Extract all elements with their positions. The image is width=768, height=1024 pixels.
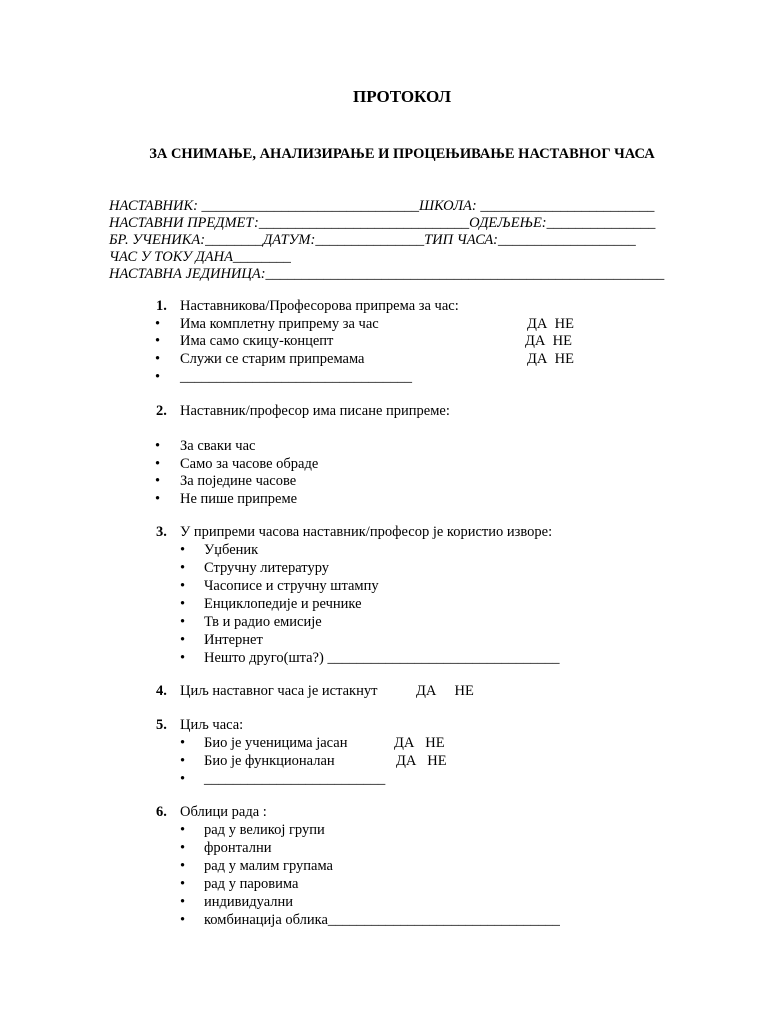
list-item: комбинација облика________________________________ xyxy=(204,912,560,928)
bullet: • xyxy=(180,632,186,648)
yes-no-answer: ДА НЕ xyxy=(396,753,447,769)
list-item: Служи се старим припремама xyxy=(180,351,365,367)
blank-line: ________________________________ xyxy=(180,369,412,385)
bullet: • xyxy=(155,491,161,507)
subject-class-line: НАСТАВНИ ПРЕДМЕТ:_____________________________ОДЕЉЕЊЕ:_______________ xyxy=(109,215,656,231)
section-number: 1. xyxy=(156,298,167,314)
list-item: Има комплетну припрему за час xyxy=(180,316,379,332)
list-item: рад у малим групама xyxy=(204,858,333,874)
bullet: • xyxy=(155,473,161,489)
list-item: Нешто друго(шта?) ________________________________ xyxy=(204,650,560,666)
students-date-type-line: БР. УЧЕНИКА:________ДАТУМ:_______________ТИП ЧАСА:___________________ xyxy=(109,232,636,248)
bullet: • xyxy=(180,578,186,594)
teacher-school-line: НАСТАВНИК: ______________________________ШКОЛА: ________________________ xyxy=(109,198,655,214)
list-item: Тв и радио емисије xyxy=(204,614,322,630)
period-of-day-line: ЧАС У ТОКУ ДАНА________ xyxy=(109,249,291,265)
section-number: 3. xyxy=(156,524,167,540)
yes-no-answer: ДА НЕ xyxy=(525,333,572,349)
section-number: 5. xyxy=(156,717,167,733)
bullet: • xyxy=(180,858,186,874)
section-heading: Облици рада : xyxy=(180,804,267,820)
list-item: индивидуални xyxy=(204,894,294,910)
bullet: • xyxy=(180,650,186,666)
bullet: • xyxy=(180,894,186,910)
bullet: • xyxy=(155,369,161,385)
yes-no-answer: ДА НЕ xyxy=(527,316,574,332)
section-number: 6. xyxy=(156,804,167,820)
list-item: Има само скицу-концепт xyxy=(180,333,334,349)
section-heading: Наставникова/Професорова припрема за час: xyxy=(180,298,459,314)
list-item: Био је функционалан xyxy=(204,753,335,769)
document-title: ПРОТОКОЛ xyxy=(352,87,451,106)
document-subtitle: ЗА СНИМАЊЕ, АНАЛИЗИРАЊЕ И ПРОЦЕЊИВАЊЕ НАСТАВНОГ ЧАСА xyxy=(149,146,655,162)
section-heading: Циљ часа: xyxy=(180,717,244,733)
bullet: • xyxy=(180,912,186,928)
yes-no-answer: ДА НЕ xyxy=(527,351,574,367)
list-item: Часописе и стручну штампу xyxy=(204,578,379,594)
bullet: • xyxy=(180,542,186,558)
bullet: • xyxy=(180,876,186,892)
list-item: Само за часове обраде xyxy=(180,456,319,472)
section-heading: Циљ наставног часа је истакнут xyxy=(180,683,378,699)
bullet: • xyxy=(155,438,161,454)
bullet: • xyxy=(155,456,161,472)
list-item: Био је ученицима јасан xyxy=(204,735,348,751)
bullet: • xyxy=(180,614,186,630)
bullet: • xyxy=(155,316,161,332)
bullet: • xyxy=(180,735,186,751)
list-item: Енциклопедије и речнике xyxy=(204,596,362,612)
list-item: рад у великој групи xyxy=(204,822,325,838)
teaching-unit-line: НАСТАВНА ЈЕДИНИЦА:_______________________________________________________ xyxy=(109,266,665,282)
bullet: • xyxy=(180,771,186,787)
section-number: 4. xyxy=(156,683,167,699)
list-item: За поједине часове xyxy=(180,473,297,489)
yes-no-answer: ДА НЕ xyxy=(394,735,445,751)
bullet: • xyxy=(155,351,161,367)
section-heading: Наставник/професор има писане припреме: xyxy=(180,403,450,419)
bullet: • xyxy=(155,333,161,349)
list-item: Не пише припреме xyxy=(180,491,298,507)
bullet: • xyxy=(180,560,186,576)
list-item: Уџбеник xyxy=(204,542,259,558)
list-item: Стручну литературу xyxy=(204,560,330,576)
bullet: • xyxy=(180,753,186,769)
bullet: • xyxy=(180,822,186,838)
bullet: • xyxy=(180,840,186,856)
section-heading: У припреми часова наставник/професор је користио изворе: xyxy=(180,524,553,540)
list-item: рад у паровима xyxy=(204,876,299,892)
yes-no-answer: ДА НЕ xyxy=(416,683,474,699)
bullet: • xyxy=(180,596,186,612)
list-item: Интернет xyxy=(204,632,263,648)
list-item: За сваки час xyxy=(180,438,256,454)
list-item: фронтални xyxy=(204,840,272,856)
blank-line: _________________________ xyxy=(204,771,386,787)
section-number: 2. xyxy=(156,403,167,419)
